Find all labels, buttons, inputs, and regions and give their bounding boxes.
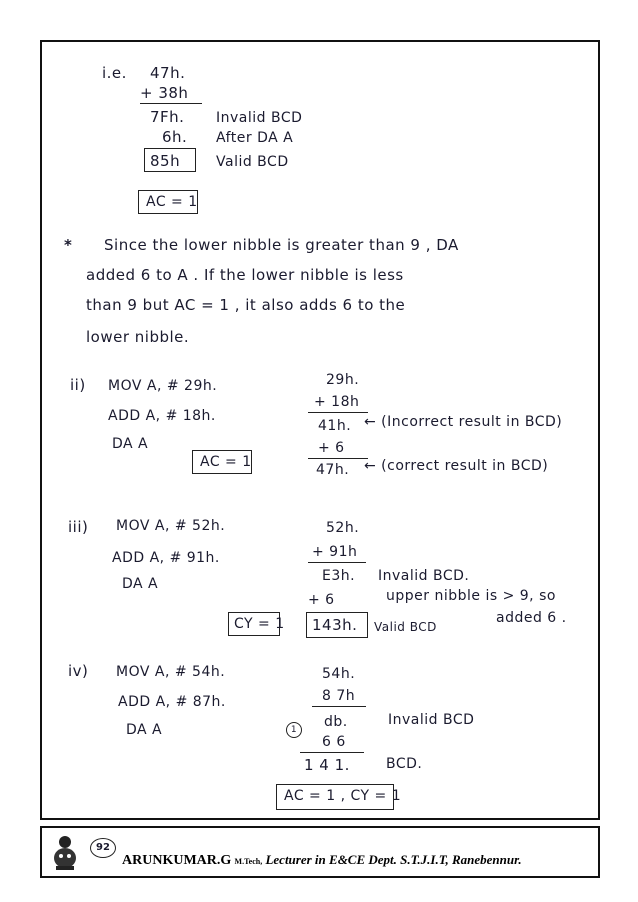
ie-adjust: 6h. (162, 128, 188, 146)
ie-result-note: Valid BCD (216, 154, 289, 170)
page-number: 92 (90, 838, 116, 858)
ex4-label: iv) (68, 662, 89, 680)
ie-sum-line (140, 103, 202, 104)
note-bullet: * (64, 236, 73, 254)
ex4-calc-5-note: BCD. (386, 756, 423, 772)
ie-adjust-note: After DA A (216, 130, 294, 146)
ex2-label: ii) (70, 376, 86, 394)
ex4-carry: 1 (286, 722, 302, 738)
ex2-calc-3: 41h. (318, 418, 352, 434)
note-line-2: added 6 to A . If the lower nibble is less (86, 266, 404, 284)
ie-label: i.e. (102, 64, 127, 82)
ex3-calc-2: + 91h (312, 544, 358, 560)
ex3-instr-2: ADD A, # 91h. (112, 550, 220, 566)
ex4-calc-3-note: Invalid BCD (388, 712, 475, 728)
ex4-instr-2: ADD A, # 87h. (118, 694, 226, 710)
ex2-calc-4: + 6 (318, 440, 345, 456)
ex4-flag: AC = 1 , CY = 1 (284, 788, 402, 804)
ex4-calc-5: 1 4 1. (304, 756, 350, 774)
ex3-line-1 (308, 562, 366, 563)
ex2-instr-3: DA A (112, 436, 149, 452)
ex2-calc-5-note: ← (correct result in BCD) (364, 458, 549, 474)
author-logo (50, 832, 80, 872)
ex2-flag: AC = 1 (200, 454, 252, 470)
ie-result: 85h (150, 152, 181, 170)
ex3-calc-1: 52h. (326, 520, 360, 536)
author-degree: M.Tech, (234, 857, 263, 866)
ex2-calc-5: 47h. (316, 462, 350, 478)
ex2-line-2 (308, 458, 368, 459)
ex3-calc-5: 143h. (312, 616, 358, 634)
ex2-calc-1: 29h. (326, 372, 360, 388)
ex4-calc-3: db. (324, 714, 348, 730)
ie-flag: AC = 1 (146, 194, 198, 210)
ex3-label: iii) (68, 518, 89, 536)
ex4-instr-3: DA A (126, 722, 163, 738)
ex4-line-2 (300, 752, 364, 753)
ex4-calc-1: 54h. (322, 666, 356, 682)
ex4-instr-1: MOV A, # 54h. (116, 664, 226, 680)
ex4-calc-2: 8 7h (322, 688, 356, 704)
ie-operand-1: 47h. (150, 64, 186, 82)
ex4-line-1 (312, 706, 366, 707)
ex3-instr-3: DA A (122, 576, 159, 592)
ex3-calc-5-note: Valid BCD (374, 620, 437, 634)
ex3-calc-4: + 6 (308, 592, 335, 608)
author-title: Lecturer in E&CE Dept. S.T.J.I.T, Ranebennur. (265, 852, 522, 867)
ie-sum: 7Fh. (150, 108, 185, 126)
footer-credit (122, 852, 522, 869)
ex4-calc-4: 6 6 (322, 734, 346, 750)
ex2-line-1 (308, 412, 368, 413)
ie-sum-note: Invalid BCD (216, 110, 303, 126)
ex2-instr-1: MOV A, # 29h. (108, 378, 218, 394)
ie-operand-2: + 38h (140, 84, 189, 102)
ex2-calc-2: + 18h (314, 394, 360, 410)
ex3-calc-3-note: Invalid BCD. (378, 568, 470, 584)
author-name: ARUNKUMAR.G (122, 853, 232, 868)
ex2-calc-3-note: ← (Incorrect result in BCD) (364, 414, 563, 430)
note-line-1: Since the lower nibble is greater than 9 , DA (104, 236, 459, 254)
ex3-instr-1: MOV A, # 52h. (116, 518, 226, 534)
ex2-instr-2: ADD A, # 18h. (108, 408, 216, 424)
ex3-calc-4-note-2: added 6 . (496, 610, 567, 626)
note-line-3: than 9 but AC = 1 , it also adds 6 to the (86, 296, 406, 314)
ex3-flag: CY = 1 (234, 616, 285, 632)
ex3-calc-3: E3h. (322, 568, 356, 584)
note-line-4: lower nibble. (86, 328, 190, 346)
ex3-calc-4-note: upper nibble is > 9, so (386, 588, 556, 604)
